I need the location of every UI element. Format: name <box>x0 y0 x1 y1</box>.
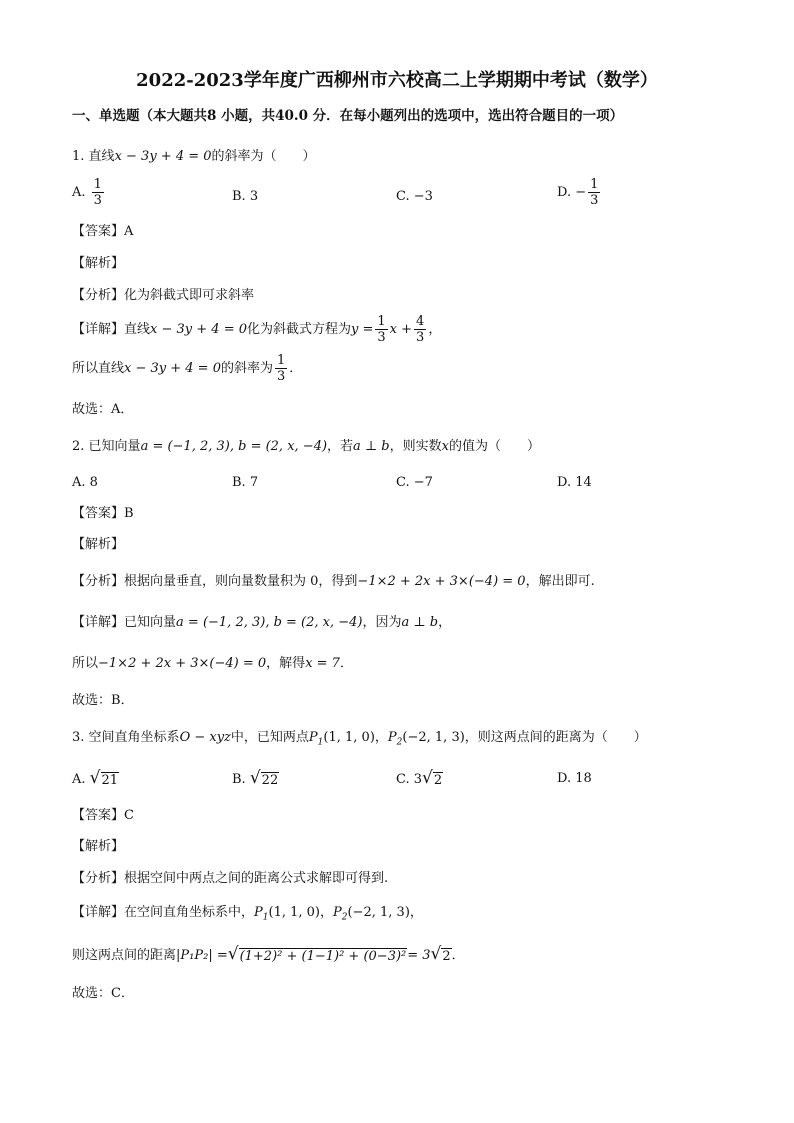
detail-text: 化为斜截式方程为 <box>247 322 352 337</box>
equation: x − 3y + 4 = 0 <box>114 149 212 164</box>
answer-value: A <box>124 224 134 239</box>
distance-symbol: |P₁P₂| = <box>176 948 228 963</box>
point-coords: (−2, 1, 3) <box>347 905 410 920</box>
question-text: ，则实数 <box>389 439 442 454</box>
numerator: 4 <box>416 314 425 329</box>
question-text: 的斜率为（ ） <box>211 149 316 164</box>
punctuation: ， <box>320 905 334 920</box>
radicand: 22 <box>261 773 279 788</box>
option-a <box>72 178 106 207</box>
detail-label: 【详解】 <box>72 322 125 337</box>
option-c <box>396 770 443 787</box>
question-text: ，则这两点间的距离为（ ） <box>464 730 647 745</box>
option-b: B. 3 <box>232 189 259 204</box>
punctuation: ． <box>289 361 303 376</box>
option-c: C. −3 <box>396 189 433 204</box>
answer-line <box>72 225 133 238</box>
square-root: √ 2 <box>430 944 451 964</box>
choose-label: 故选： <box>72 986 112 1001</box>
point-letter: P <box>333 905 342 920</box>
choose-line <box>72 694 134 707</box>
equation: = 3 <box>407 948 431 963</box>
question-text: 直线 <box>88 149 115 164</box>
question-number: 2. <box>72 439 85 454</box>
point-p1: $P_1(1$, 1, 0) <box>308 730 375 748</box>
fenxi-label: 【分析】 <box>72 871 125 886</box>
detail-line <box>72 616 451 629</box>
fenxi-text: 根据向量垂直，则向量数量积为 0，得到 <box>124 574 358 589</box>
vector-equation: a = (−1, 2, 3), b = (2, x, −4) <box>176 615 363 630</box>
fraction <box>588 178 600 207</box>
detail-text: 直线 <box>124 322 151 337</box>
option-label: C. <box>396 772 410 787</box>
point-letter: P <box>308 730 318 745</box>
analysis-label: 【解析】 <box>72 537 125 552</box>
option-label: A. <box>72 185 86 200</box>
answer-label: 【答案】 <box>72 506 125 521</box>
point-p1: $P_1(1$, 1, 0) <box>254 905 321 923</box>
question-text: 空间直角坐标系 <box>88 730 180 745</box>
detail-line <box>72 906 423 923</box>
question-3 <box>72 731 647 748</box>
conclusion-text: 的斜率为 <box>220 361 273 376</box>
choose-value: B． <box>111 693 134 708</box>
equation: x = 7 <box>305 656 340 671</box>
point-coords: (1, 1, 0) <box>323 730 375 745</box>
choose-line <box>72 403 133 416</box>
fraction <box>414 315 426 344</box>
radicand: (1+2)² + (1−1)² + (0−3)² <box>239 949 407 964</box>
equation: x − 3y + 4 = 0 <box>150 322 247 337</box>
numerator: 1 <box>590 177 599 192</box>
answer-label: 【答案】 <box>72 224 125 239</box>
option-label: B. <box>232 772 246 787</box>
denominator: 3 <box>590 193 599 208</box>
conclusion-text: 则这两点间的距离 <box>72 948 177 963</box>
detail-label: 【详解】 <box>72 615 125 630</box>
fenxi-line <box>72 575 595 588</box>
fraction <box>275 354 287 383</box>
option-b <box>232 770 279 787</box>
choose-label: 故选： <box>72 693 112 708</box>
denominator: 3 <box>93 193 102 208</box>
point-letter: P <box>254 905 263 920</box>
point-p2: $P_2(-2$, 1, 3) <box>387 730 465 748</box>
detail-text: 在空间直角坐标系中， <box>124 905 255 920</box>
fenxi-line <box>72 872 388 885</box>
answer-value: B <box>124 506 134 521</box>
question-text: 已知向量 <box>88 439 141 454</box>
square-root: √ 21 <box>89 768 119 788</box>
option-c: C. −7 <box>396 475 433 490</box>
question-1 <box>72 150 316 163</box>
analysis-label: 【解析】 <box>72 256 125 271</box>
punctuation: ． <box>451 948 465 963</box>
conclusion-text: 所以 <box>72 656 99 671</box>
coefficient: 3 <box>413 772 423 787</box>
answer-line <box>72 809 134 822</box>
denominator: 3 <box>277 369 286 384</box>
option-a: A. 8 <box>72 475 98 490</box>
question-text: 的值为（ ） <box>448 439 540 454</box>
choose-value: C． <box>111 986 134 1001</box>
choose-line <box>72 987 134 1000</box>
detail-text: ，因为 <box>362 615 402 630</box>
radicand: 2 <box>442 949 451 964</box>
punctuation: ， <box>438 615 452 630</box>
fenxi-text: 化为斜截式即可求斜率 <box>124 288 255 303</box>
question-text: ，若 <box>327 439 354 454</box>
square-root: √ (1+2)² + (1−1)² + (0−3)² <box>227 944 407 964</box>
detail-line <box>72 315 441 344</box>
section-heading: 一、单选题（本大题共8 小题，共40.0 分．在每小题列出的选项中，选出符合题目的一项） <box>72 108 624 124</box>
numerator: 1 <box>93 177 102 192</box>
answer-value: C <box>124 808 134 823</box>
numerator: 1 <box>377 314 386 329</box>
fraction <box>92 178 104 207</box>
fenxi-text: 根据空间中两点之间的距离公式求解即可得到. <box>124 871 389 886</box>
analysis-label: 【解析】 <box>72 839 125 854</box>
choose-value: A． <box>111 402 134 417</box>
point-coords: (1, 1, 0) <box>268 905 321 920</box>
fraction <box>375 315 387 344</box>
conclusion-line <box>72 657 353 670</box>
conclusion-text: 所以直线 <box>72 361 125 376</box>
option-label: A. <box>72 772 86 787</box>
detail-label: 【详解】 <box>72 905 125 920</box>
perpendicular-condition: a ⊥ b <box>353 439 390 454</box>
radicand: 21 <box>101 773 119 788</box>
punctuation: ． <box>339 656 353 671</box>
equation: −1×2 + 2x + 3×(−4) = 0 <box>357 574 526 589</box>
equation: x + <box>389 322 413 337</box>
answer-line <box>72 507 134 520</box>
point-p2: $P_2(-2$, 1, 3) <box>333 905 410 923</box>
option-d <box>557 178 602 207</box>
option-d: D. 18 <box>557 771 592 786</box>
conclusion-text: ，解得 <box>266 656 306 671</box>
question-number: 1. <box>72 149 85 164</box>
fenxi-label: 【分析】 <box>72 574 125 589</box>
fenxi-label: 【分析】 <box>72 288 125 303</box>
coordinate-system: O − xyz <box>179 730 231 745</box>
option-d: D. 14 <box>557 475 592 490</box>
square-root: √ 2 <box>422 768 443 788</box>
fenxi-text: ，解出即可. <box>525 574 595 589</box>
vector-equation: a = (−1, 2, 3), b = (2, x, −4) <box>140 439 328 454</box>
option-label: D. − <box>557 185 587 200</box>
choose-label: 故选： <box>72 402 112 417</box>
equation: x − 3y + 4 = 0 <box>124 361 221 376</box>
detail-text: 已知向量 <box>124 615 177 630</box>
equation: −1×2 + 2x + 3×(−4) = 0 <box>98 656 267 671</box>
square-root: √ 22 <box>249 768 279 788</box>
question-2 <box>72 440 540 453</box>
equation: y = <box>351 322 374 337</box>
radicand: 2 <box>433 773 443 788</box>
conclusion-line <box>72 354 302 383</box>
punctuation: ， <box>374 730 388 745</box>
question-number: 3. <box>72 730 85 745</box>
denominator: 3 <box>377 330 386 345</box>
question-text: 中，已知两点 <box>230 730 309 745</box>
point-coords: (−2, 1, 3) <box>402 730 465 745</box>
point-letter: P <box>387 730 397 745</box>
punctuation: ， <box>409 905 423 920</box>
fenxi-line <box>72 289 254 302</box>
variable: x <box>441 439 449 454</box>
punctuation: ， <box>428 322 442 337</box>
page-title: 2022-2023学年度广西柳州市六校高二上学期期中考试（数学） <box>136 70 658 91</box>
numerator: 1 <box>277 353 286 368</box>
perpendicular-condition: a ⊥ b <box>401 615 439 630</box>
denominator: 3 <box>416 330 425 345</box>
conclusion-line <box>72 946 465 963</box>
option-a <box>72 770 119 787</box>
option-b: B. 7 <box>232 475 259 490</box>
answer-label: 【答案】 <box>72 808 125 823</box>
